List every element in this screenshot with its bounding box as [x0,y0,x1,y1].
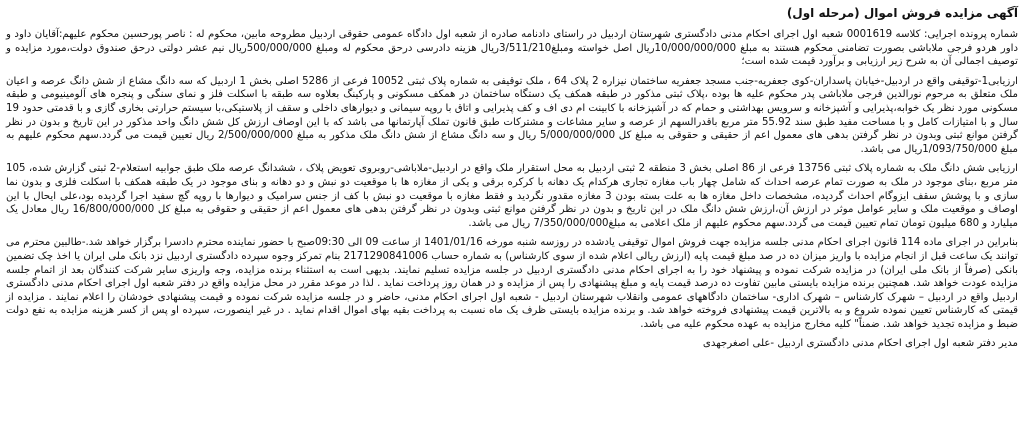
case-paragraph: شماره پرونده اجرایی: کلاسه 0001619 شعبه اول اجرای احکام مدنی دادگستری شهرستان اردبیل در راستای دادنامه صادره از شعبه اول دادگاه عمومی حقوقی اردبیل مطروحه مابین، محکوم له : ناصر پورحسین محکوم علیهم:آقایان داود و داور هردو فرجی ملاباشی بصورت تضامنی محکوم هستند به مبلغ 10/000/000/000ریال اصل خواسته ومبلغ3/511/210ریال هزینه دادرسی درحق محکوم له ومبلغ 500/000/000ریال نیم عشر دولتی درحق صندوق دولت،مورد مزایده و توصیف اجمالی آن به شرح زیر ارزیابی و برآورد قیمت شده است؛ [6,29,1019,68]
page-title: آگهی مزایده فروش اموال (مرحله اول) [786,6,1018,20]
auction-terms-paragraph: بنابراین در اجرای ماده 114 قانون اجرای احکام مدنی جلسه مزایده جهت فروش اموال توقیفی یادشده در روزسه شنبه مورخه 1401/01/16 از ساعت 09 الی 09:30صبح با حضور نماینده محترم دادسرا برگزار خواهد شد.-طالبین محترم می توانند یک ساعت قبل از انجام مزایده با واریز میزان ده در صد مبلغ قیمت پایه (ارزش ریالی اعلام شده از سوی کارشناس) به شماره حساب 2171290841006 بنام تمرکز وجوه سپرده دادگستری اردبیل نزد بانک ملی ایران یا اخذ چک تضمین بانکی (صرفاً از بانک ملی ایران) در مزایده شرکت نموده و پیشنهاد خود را به اجرای احکام مدنی دادگستری اردبیل در جلسه مزایده تسلیم نمایند. بدیهی است به استثناء برنده مزایده، وجه واریزی سایر شرکت کنندگان بعد از اتمام جلسه مزایده عودت خواهد شد. همچنین برنده مزایده بایستی مابین تفاوت ده درصد قیمت پایه و مبلغ پیشنهادی را پس از مزایده و در همان روز پرداخت نماید . لذا در موعد مقرر در محل مزایده واقع در دفتر شعبه اول اجرای احکام مدنی دادگستری اردبیل واقع در اردبیل – شهرک کارشناس – شهرک اداری- ساختمان دادگاههای عمومی وانقلاب شهرستان اردبیل - شعبه اول اجرای احکام مدنی، حاضر و در جلسه مزایده شرکت نموده و قیمت پیشنهادی خودشان را اعلام نمایند . مزایده از قیمتی که کارشناس تعیین نموده شروع و به بالاترین قیمت پیشنهادی فروخته خواهد شد. و برنده مزایده بایستی ظرف یک ماه نسبت به پرداخت بقیه بهای اموال اقدام نماید . در غیر اینصورت، سپرده او پس از کسر هزینه مزایده به نفع دولت ضبط و مزایده تجدید خواهد شد. ضمناً" کلیه مخارج مزایده به عهده محکوم علیه می باشد. [6,237,1019,330]
signature-line: مدیر دفتر شعبه اول اجرای احکام مدنی دادگستری اردبیل -علی اصغرجهدی [702,338,1018,350]
appraisal-paragraph-1: ارزیابی1-توقیفی واقع در اردبیل-خیابان پاسداران-کوی جعفریه-جنب مسجد جعفریه ساختمان نیزاره 2 پلاک 64 ، ملک توقیفی به شماره پلاک ثبتی 10052 فرعی از 5286 اصلی بخش 1 اردبیل که سه دانگ مشاع از شش دانگ عرصه و اعیان ملک متعلق به مرحوم نورالدین فرجی ملاباشی پدر محکوم علیه ها بوده ،پلاک ثبتی مذکور در طبقه همکف یک دستگاه ساختمان در همکف مسکونی و پارکینگ بعلاوه سه طبقه با اسکلت فلز و نمای سنگی و پنجره های آلومینیومی و طبقه مسکونی مورد نظر یک خوابه،پذیرایی و آشپزخانه و سرویس بهداشتی و حمام که در آشپزخانه با کابینت ام دی اف و کف پذیرایی و اتاق با روپه سیمانی و دیوارهای داخلی و سقف از پلاستیکی،با سیستم حرارتی بخاری گازی و با قدمتی حدود 19 سال و با امتیازات کامل و با مساحت مفید طبق سند 55.92 متر مربع باقدرالسهم از عرصه و سایر مشاعات و مشترکات طبق قانون تملک آپارتمانها می باشد که با این اوصاف ارزش کل شش دانگ واحد مذکور در این تاریخ و بدون در نظر گرفتن موانع ثبتی وبدون در نظر گرفتن بدهی های معمول اعم از حقیقی و حقوقی به مبلغ کل 5/000/000/000 ریال و سه دانگ مشاع از شش دانگ ملک مذکور به مبلغ 2/500/000/000 ریال تعیین قیمت می گردد.سهم محکوم علیهم به مبلغ 1/093/750/000ریال می باشد. [6,75,1018,155]
appraisal-paragraph-2: ارزیابی شش دانگ ملک به شماره پلاک ثبتی 13756 فرعی از 86 اصلی بخش 3 منطقه 2 ثبتی اردبیل به محل استقرار ملک واقع در اردبیل-ملاباشی-روبروی تعویض پلاک ، ششدانگ عرصه ملک طبق جوابیه استعلام-2 ثبتی گزارش شده، 105 متر مربع ،بنای موجود در ملک به صورت تمام عرصه احداث که شامل چهار باب مغازه تجاری هرکدام یک دهانه با کرکره برقی و یکی از مغازه ها با موقعیت دو نبش و دو دهانه و بنای موجود در یک طبقه همکف با اسکلت فلزی و بدون نما سازی و با پوشش سقف ایزوگام احداث گردیده، مشخصات داخل مغازه ها به علت بسته بودن 3 مغازه مقدور نگردید و فقط مغازه با موقعیت دو نبش با کف از جنس سرامیک و دیوارها با روپه گچ سفید اجرا گردیده بود،علی ایحال با این اوصاف و موقعیت ملک و سایر عوامل موثر در ارزش آن،ارزش شش دانگ ملک در این تاریخ و بدون در نظر گرفتن موانع ثبتی وبدون در نظر گرفتن بدهی های معمول اعم از حقیقی و حقوقی به مبلغ کل 16/800/000/000 ریال معادل یک میلیارد و 680 میلیون تومان تمام تعیین قیمت می گردد.سهم محکوم علیهم از ملک اعلامی به مبلغ7/350/000/000 ریال می باشد. [6,163,1019,229]
